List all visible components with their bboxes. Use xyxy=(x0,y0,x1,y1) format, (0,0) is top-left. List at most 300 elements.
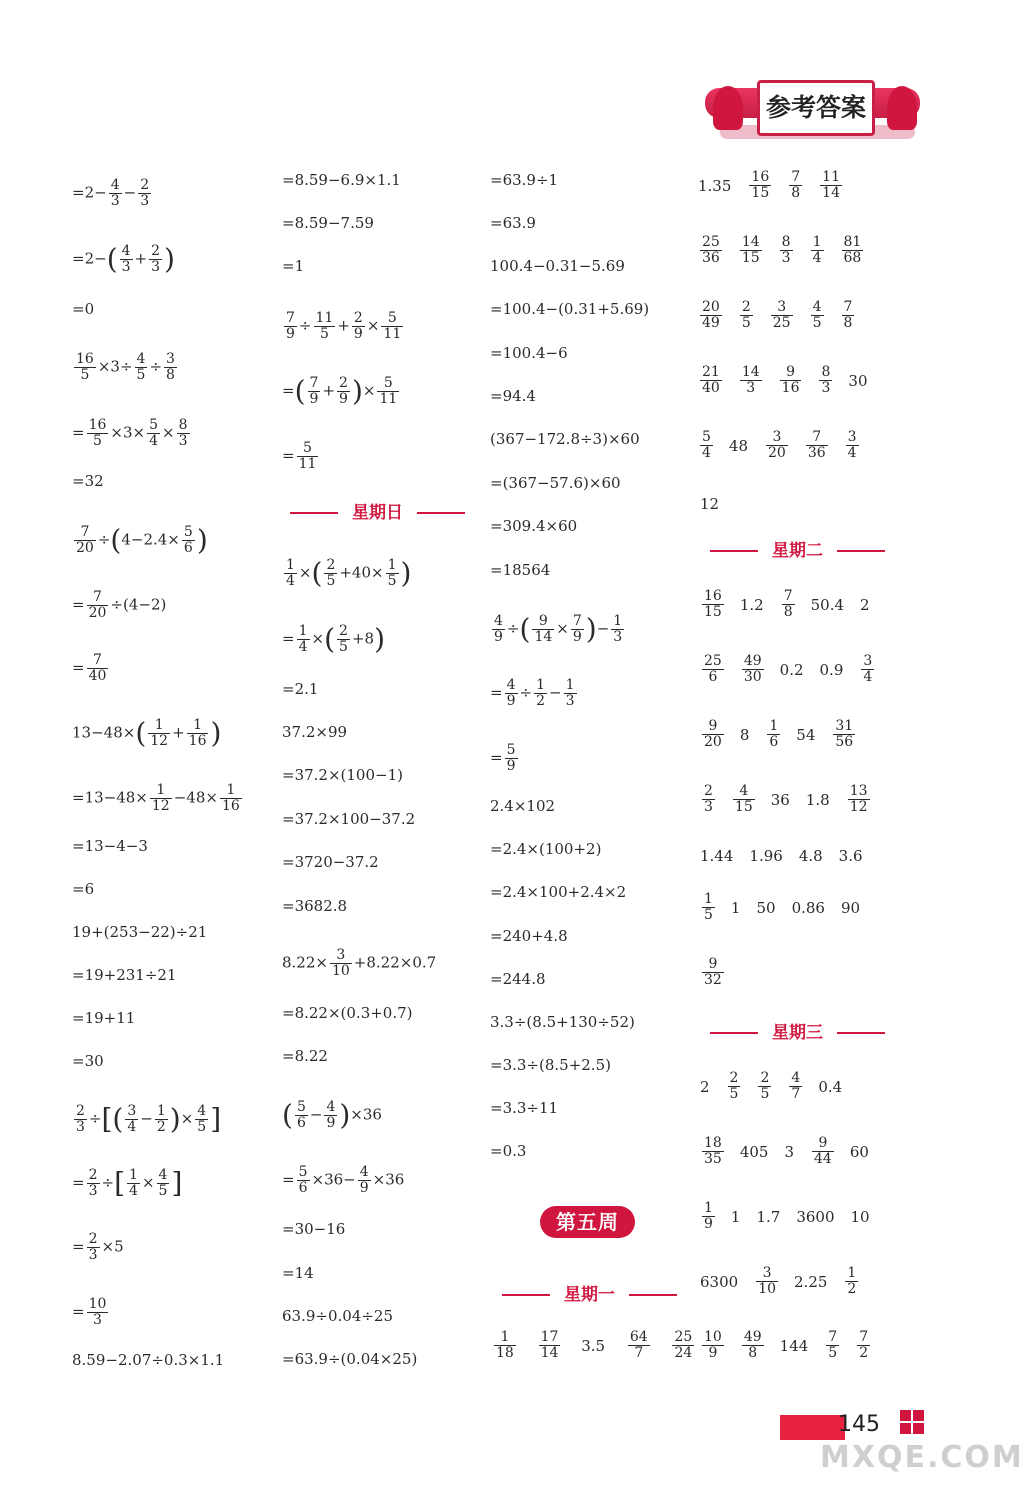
fraction xyxy=(702,1136,724,1167)
denominator: 5 xyxy=(326,573,336,589)
answer-item xyxy=(494,1330,516,1361)
fraction xyxy=(381,311,403,342)
fraction xyxy=(87,1297,109,1328)
denominator: 36 xyxy=(702,250,720,266)
eq-line: 13−48×( $\frac{1}{12}$ + $\frac{1}{16}$ ) xyxy=(72,716,222,750)
fraction xyxy=(87,653,109,684)
fraction xyxy=(702,654,724,685)
fraction xyxy=(700,430,713,461)
numerator: 3 xyxy=(762,1265,772,1281)
fraction xyxy=(789,1071,802,1102)
numerator: 7 xyxy=(286,310,295,326)
eq-line: =244.8 xyxy=(490,970,546,988)
fraction xyxy=(842,300,855,331)
denominator: 9 xyxy=(704,1216,713,1232)
fraction xyxy=(352,311,365,342)
denominator: 6 xyxy=(298,1180,308,1196)
numerator: 2 xyxy=(729,1070,739,1086)
fraction xyxy=(87,1232,100,1263)
fraction xyxy=(766,430,788,461)
numerator: 2 xyxy=(339,623,348,639)
denominator: 20 xyxy=(76,540,94,556)
numerator: 3 xyxy=(772,429,782,445)
denominator: 14 xyxy=(534,629,553,645)
denominator: 40 xyxy=(702,380,720,396)
numerator: 8 xyxy=(821,364,831,380)
numerator: 2 xyxy=(353,310,363,326)
denominator: 5 xyxy=(387,573,397,589)
numerator: 5 xyxy=(296,1099,306,1115)
numerator: 4 xyxy=(110,177,120,193)
fraction xyxy=(314,311,336,342)
fraction xyxy=(284,311,297,342)
fraction xyxy=(702,1330,724,1361)
eq-line: 2.4×102 xyxy=(490,797,556,815)
eq-line: 37.2×99 xyxy=(282,723,348,741)
fraction xyxy=(702,784,715,815)
numerator: 4 xyxy=(158,1167,168,1183)
fraction xyxy=(337,376,350,407)
eq-line: =8.22 xyxy=(282,1047,328,1065)
eq-line: =2− $\frac{4}{3}$ − $\frac{2}{3}$ xyxy=(72,177,150,209)
denominator: 8 xyxy=(783,604,793,620)
eq-line: =2.4×(100+2) xyxy=(490,840,602,858)
cartoon-figure-left-icon xyxy=(713,86,743,130)
answer-row: $\frac{16}{15}$ 1.2 $\frac{7}{8}$ 50.4 2 xyxy=(704,588,870,620)
denominator: 3 xyxy=(76,1119,85,1135)
numerator: 4 xyxy=(791,1070,801,1086)
numerator: 14 xyxy=(741,364,760,380)
numerator: 2 xyxy=(140,177,150,193)
numerator: 11 xyxy=(822,169,840,185)
denominator: 3 xyxy=(704,799,713,815)
denominator: 35 xyxy=(704,1151,722,1167)
fraction xyxy=(749,170,771,201)
denominator: 6 xyxy=(702,669,724,685)
page-number: 145 xyxy=(838,1412,880,1437)
denominator: 9 xyxy=(339,391,348,407)
eq-line: = $\frac{4}{9}$ ÷ $\frac{1}{2}$ − $\frac{1}{3}$ xyxy=(490,677,575,709)
denominator: 3 xyxy=(110,193,120,209)
numerator: 1 xyxy=(286,557,295,573)
fraction xyxy=(155,1104,168,1135)
denominator: 5 xyxy=(158,1183,168,1199)
fraction xyxy=(861,654,874,685)
badge-title: 参考答案 xyxy=(757,80,875,136)
fraction xyxy=(733,784,755,815)
numerator: 1 xyxy=(226,782,236,798)
fraction xyxy=(780,235,793,266)
denominator: 2 xyxy=(859,1345,869,1361)
denominator: 12 xyxy=(151,798,170,814)
denominator: 11 xyxy=(298,456,317,472)
fraction xyxy=(848,784,870,815)
eq-line: $\frac{7}{20}$ ÷(4−2.4× $\frac{5}{6}$ ) xyxy=(76,523,208,557)
denominator: 18 xyxy=(496,1345,514,1361)
numerator: 1 xyxy=(298,623,308,639)
eq-line: =3.3÷11 xyxy=(490,1099,559,1117)
fraction xyxy=(842,235,864,266)
fraction xyxy=(826,1330,839,1361)
fraction xyxy=(758,1071,771,1102)
fraction xyxy=(740,235,762,266)
eq-line: =94.4 xyxy=(490,387,536,405)
answer-row: 1.35 $\frac{16}{15}$ $\frac{7}{8}$ $\frac{11}{14}$ xyxy=(698,169,840,201)
numerator: 5 xyxy=(506,742,516,758)
denominator: 4 xyxy=(298,639,308,655)
fraction xyxy=(740,300,753,331)
eq-line: =63.9 xyxy=(490,214,536,232)
fraction xyxy=(135,352,148,383)
numerator: 9 xyxy=(538,613,548,629)
eq-line: = $\frac{7}{20}$ ÷(4−2) xyxy=(72,589,167,621)
fraction xyxy=(505,678,518,709)
numerator: 2 xyxy=(704,783,713,799)
answer-row: $\frac{21}{40}$ $\frac{14}{3}$ $\frac{9}{16}$ $\frac{8}{3}$ 30 xyxy=(702,364,868,396)
denominator: 32 xyxy=(704,972,722,988)
fraction xyxy=(767,719,780,750)
eq-line: =37.2×(100−1) xyxy=(282,766,403,784)
answer-row: 6300 $\frac{3}{10}$ 2.25 $\frac{1}{2}$ xyxy=(700,1265,857,1297)
eq-line: =100.4−(0.31+5.69) xyxy=(490,300,650,318)
denominator: 9 xyxy=(506,758,516,774)
denominator: 10 xyxy=(758,1281,777,1297)
denominator: 5 xyxy=(760,1086,770,1102)
fraction xyxy=(187,718,209,749)
eq-line: $\frac{2}{3}$ ÷[( $\frac{3}{4}$ − $\frac{1}{2}$ )× $\frac{4}{5}$ ] xyxy=(76,1102,222,1136)
answer-item: 3.5 xyxy=(581,1336,606,1355)
numerator: 81 xyxy=(843,234,862,250)
section-title-sunday: 星期日 xyxy=(276,498,479,523)
fraction xyxy=(857,1330,870,1361)
denominator: 9 xyxy=(286,326,295,342)
eq-line: =2−( $\frac{4}{3}$ + $\frac{2}{3}$ ) xyxy=(72,242,175,276)
numerator: 49 xyxy=(743,1329,762,1345)
denominator: 44 xyxy=(814,1151,832,1167)
grid-icon xyxy=(900,1410,924,1434)
denominator: 3 xyxy=(87,1312,109,1328)
fraction xyxy=(182,525,195,556)
numerator: 2 xyxy=(326,557,336,573)
numerator: 3 xyxy=(777,299,787,315)
numerator: 7 xyxy=(80,524,90,540)
denominator: 8 xyxy=(166,367,175,383)
denominator: 2 xyxy=(536,693,545,709)
answer-row: $\frac{9}{20}$ 8 $\frac{1}{6}$ 54 $\frac{31}{56}$ xyxy=(704,718,854,750)
numerator: 20 xyxy=(702,299,720,315)
numerator: 16 xyxy=(76,351,94,367)
numerator: 7 xyxy=(828,1329,838,1345)
denominator: 5 xyxy=(828,1345,838,1361)
eq-line: =14 xyxy=(282,1264,314,1282)
answer-row: $\frac{10}{9}$ $\frac{49}{8}$ 144 $\frac{7}{5}$ $\frac{7}{2}$ xyxy=(704,1329,869,1361)
fraction xyxy=(164,352,177,383)
denominator: 9 xyxy=(702,1345,724,1361)
fraction xyxy=(780,365,802,396)
numerator: 2 xyxy=(339,375,348,391)
eq-line: =63.9÷1 xyxy=(490,171,559,189)
numerator: 25 xyxy=(704,653,722,669)
denominator: 8 xyxy=(791,185,801,201)
eq-line: = $\frac{10}{3}$ xyxy=(72,1296,107,1328)
eq-line: $\frac{16}{5}$ ×3÷ $\frac{4}{5}$ ÷ $\frac{3}{8}$ xyxy=(76,351,175,383)
denominator: 11 xyxy=(379,391,398,407)
fraction xyxy=(74,525,96,556)
numerator: 7 xyxy=(843,299,853,315)
numerator: 10 xyxy=(704,1329,722,1345)
answer-key-badge xyxy=(705,80,920,150)
fraction xyxy=(811,235,824,266)
fraction xyxy=(358,1165,371,1196)
numerator: 7 xyxy=(93,589,102,605)
fraction xyxy=(297,1165,310,1196)
fraction xyxy=(148,718,170,749)
eq-line: =100.4−6 xyxy=(490,344,568,362)
denominator: 6 xyxy=(769,734,779,750)
denominator: 49 xyxy=(702,315,720,331)
section-title-wednesday: 星期三 xyxy=(696,1018,899,1043)
numerator: 4 xyxy=(494,613,503,629)
denominator: 3 xyxy=(781,250,791,266)
fraction xyxy=(138,178,151,209)
fraction xyxy=(742,1330,764,1361)
numerator: 31 xyxy=(835,718,854,734)
fraction xyxy=(532,614,554,645)
eq-line: =1 xyxy=(282,257,305,275)
fraction xyxy=(492,614,505,645)
fraction xyxy=(564,678,577,709)
fraction xyxy=(700,300,722,331)
fraction xyxy=(812,1136,834,1167)
week-badge: 第五周 xyxy=(540,1206,635,1238)
denominator: 11 xyxy=(383,326,402,342)
fraction xyxy=(324,558,337,589)
numerator: 17 xyxy=(540,1329,559,1345)
denominator: 3 xyxy=(121,259,131,275)
eq-line: (367−172.8÷3)×60 xyxy=(490,430,640,448)
denominator: 2 xyxy=(156,1119,166,1135)
answer-row: $\frac{5}{4}$ 48 $\frac{3}{20}$ $\frac{7}{36}$ $\frac{3}{4}$ xyxy=(702,429,857,461)
denominator: 3 xyxy=(88,1183,98,1199)
eq-line: = $\frac{5}{11}$ xyxy=(282,440,317,472)
numerator: 4 xyxy=(197,1103,207,1119)
fraction xyxy=(702,1201,715,1232)
eq-line: =37.2×100−37.2 xyxy=(282,810,416,828)
eq-line: =3.3÷(8.5+2.5) xyxy=(490,1056,611,1074)
numerator: 7 xyxy=(93,652,102,668)
eq-line: 8.59−2.07÷0.3×1.1 xyxy=(72,1351,225,1369)
numerator: 16 xyxy=(751,169,770,185)
fraction xyxy=(157,1168,170,1199)
denominator: 15 xyxy=(734,799,753,815)
fraction xyxy=(846,430,859,461)
numerator: 5 xyxy=(298,1164,308,1180)
cartoon-figure-right-icon xyxy=(887,86,917,130)
numerator: 13 xyxy=(849,783,868,799)
denominator: 6 xyxy=(183,540,193,556)
numerator: 3 xyxy=(336,947,346,963)
denominator: 68 xyxy=(843,250,862,266)
denominator: 9 xyxy=(326,1115,336,1131)
numerator: 2 xyxy=(760,1070,770,1086)
numerator: 5 xyxy=(702,429,711,445)
answer-item xyxy=(628,1330,650,1361)
fraction xyxy=(806,430,828,461)
numerator: 9 xyxy=(786,364,796,380)
fraction xyxy=(127,1168,140,1199)
numerator: 1 xyxy=(387,557,397,573)
denominator: 12 xyxy=(150,733,169,749)
numerator: 4 xyxy=(136,351,146,367)
denominator: 3 xyxy=(151,259,161,275)
denominator: 4 xyxy=(127,1119,137,1135)
numerator: 1 xyxy=(613,613,623,629)
numerator: 16 xyxy=(88,417,107,433)
eq-line: =2.4×100+2.4×2 xyxy=(490,883,627,901)
section-title-tuesday: 星期二 xyxy=(696,536,899,561)
eq-line: =3682.8 xyxy=(282,897,348,915)
answer-row xyxy=(700,957,740,988)
eq-line: $\frac{7}{9}$ ÷ $\frac{11}{5}$ + $\frac{2}{9}$ × $\frac{5}{11}$ xyxy=(286,310,402,342)
numerator: 8 xyxy=(781,234,791,250)
answer-row: $\frac{2}{3}$ $\frac{4}{15}$ 36 1.8 $\frac{13}{12}$ xyxy=(704,783,868,815)
eq-line: =240+4.8 xyxy=(490,927,568,945)
eq-line: 63.9÷0.04÷25 xyxy=(282,1307,394,1325)
numerator: 4 xyxy=(326,1099,336,1115)
denominator: 20 xyxy=(88,605,107,621)
eq-line: =13−4−3 xyxy=(72,837,148,855)
denominator: 8 xyxy=(742,1345,764,1361)
denominator: 16 xyxy=(221,798,240,814)
fraction xyxy=(611,614,624,645)
eq-line: = $\frac{5}{9}$ xyxy=(490,742,516,774)
numerator: 25 xyxy=(674,1329,693,1345)
answer-row: 12 xyxy=(700,495,720,513)
eq-line: =8.22×(0.3+0.7) xyxy=(282,1004,413,1022)
numerator: 3 xyxy=(863,653,873,669)
numerator: 3 xyxy=(847,429,857,445)
fraction xyxy=(702,589,724,620)
eq-line: =63.9÷(0.04×25) xyxy=(282,1350,418,1368)
denominator: 2 xyxy=(847,1281,857,1297)
numerator: 16 xyxy=(704,588,722,604)
fraction xyxy=(195,1104,208,1135)
fraction xyxy=(284,558,297,589)
numerator: 7 xyxy=(309,375,319,391)
eq-line: =18564 xyxy=(490,561,551,579)
denominator: 56 xyxy=(835,734,854,750)
numerator: 4 xyxy=(739,783,749,799)
numerator: 1 xyxy=(704,891,713,907)
denominator: 4 xyxy=(702,445,711,461)
numerator: 4 xyxy=(506,677,516,693)
numerator: 49 xyxy=(743,653,762,669)
eq-line: =2.1 xyxy=(282,680,319,698)
numerator: 11 xyxy=(315,310,334,326)
fraction xyxy=(177,418,190,449)
numerator: 1 xyxy=(812,234,822,250)
numerator: 64 xyxy=(629,1329,648,1345)
fraction xyxy=(505,743,518,774)
numerator: 5 xyxy=(183,524,193,540)
numerator: 1 xyxy=(704,1200,713,1216)
eq-line: =309.4×60 xyxy=(490,517,578,535)
eq-line: =19+11 xyxy=(72,1009,136,1027)
denominator: 7 xyxy=(791,1086,801,1102)
eq-line: 3.3÷(8.5+130÷52) xyxy=(490,1013,635,1031)
denominator: 20 xyxy=(704,734,722,750)
denominator: 3 xyxy=(88,1247,98,1263)
numerator: 1 xyxy=(156,782,166,798)
answer-row xyxy=(698,300,870,331)
numerator: 5 xyxy=(383,375,393,391)
denominator: 9 xyxy=(506,693,516,709)
numerator: 1 xyxy=(536,677,545,693)
denominator: 5 xyxy=(812,315,822,331)
denominator: 9 xyxy=(353,326,363,342)
fraction xyxy=(297,441,319,472)
answer-item xyxy=(539,1330,561,1361)
answer-row-monday xyxy=(492,1330,710,1361)
numerator: 1 xyxy=(769,718,779,734)
fraction xyxy=(150,783,172,814)
denominator: 3 xyxy=(740,380,762,396)
numerator: 8 xyxy=(178,417,188,433)
denominator: 9 xyxy=(494,629,503,645)
denominator: 4 xyxy=(863,669,873,685)
eq-line: =3720−37.2 xyxy=(282,853,379,871)
fraction xyxy=(308,376,321,407)
eq-line: =30 xyxy=(72,1052,104,1070)
denominator: 4 xyxy=(149,433,159,449)
numerator: 1 xyxy=(847,1265,857,1281)
denominator: 4 xyxy=(286,573,295,589)
fraction xyxy=(74,1104,87,1135)
fraction xyxy=(120,244,133,275)
denominator: 4 xyxy=(129,1183,138,1199)
denominator: 9 xyxy=(309,391,319,407)
eq-line: = $\frac{5}{6}$ ×36− $\frac{4}{9}$ ×36 xyxy=(282,1164,405,1196)
numerator: 2 xyxy=(741,299,751,315)
numerator: 9 xyxy=(708,718,718,734)
fraction xyxy=(571,614,584,645)
fraction xyxy=(149,244,162,275)
denominator: 5 xyxy=(729,1086,739,1102)
fraction xyxy=(377,376,399,407)
denominator: 15 xyxy=(741,250,760,266)
fraction xyxy=(534,678,547,709)
answer-row: 1.44 1.96 4.8 3.6 xyxy=(700,847,863,865)
denominator: 3 xyxy=(178,433,188,449)
answer-row: $\frac{1}{9}$ 1 1.7 3600 10 xyxy=(704,1200,870,1232)
fraction xyxy=(728,1071,741,1102)
numerator: 14 xyxy=(741,234,760,250)
numerator: 1 xyxy=(565,677,575,693)
fraction xyxy=(109,178,122,209)
eq-line: = $\frac{2}{3}$ ×5 xyxy=(72,1231,124,1263)
eq-line: = $\frac{2}{3}$ ÷[ $\frac{1}{4}$ × $\frac{4}{5}$ ] xyxy=(72,1166,183,1200)
fraction xyxy=(702,957,724,988)
numerator: 1 xyxy=(500,1329,510,1345)
denominator: 15 xyxy=(751,185,770,201)
answer-row: 2 $\frac{2}{5}$ $\frac{2}{5}$ $\frac{4}{7}$ 0.4 xyxy=(700,1070,843,1102)
numerator: 7 xyxy=(572,613,582,629)
fraction xyxy=(820,170,842,201)
denominator: 8 xyxy=(843,315,853,331)
fraction xyxy=(295,1100,308,1131)
fraction xyxy=(220,783,242,814)
page-tab xyxy=(780,1415,845,1440)
